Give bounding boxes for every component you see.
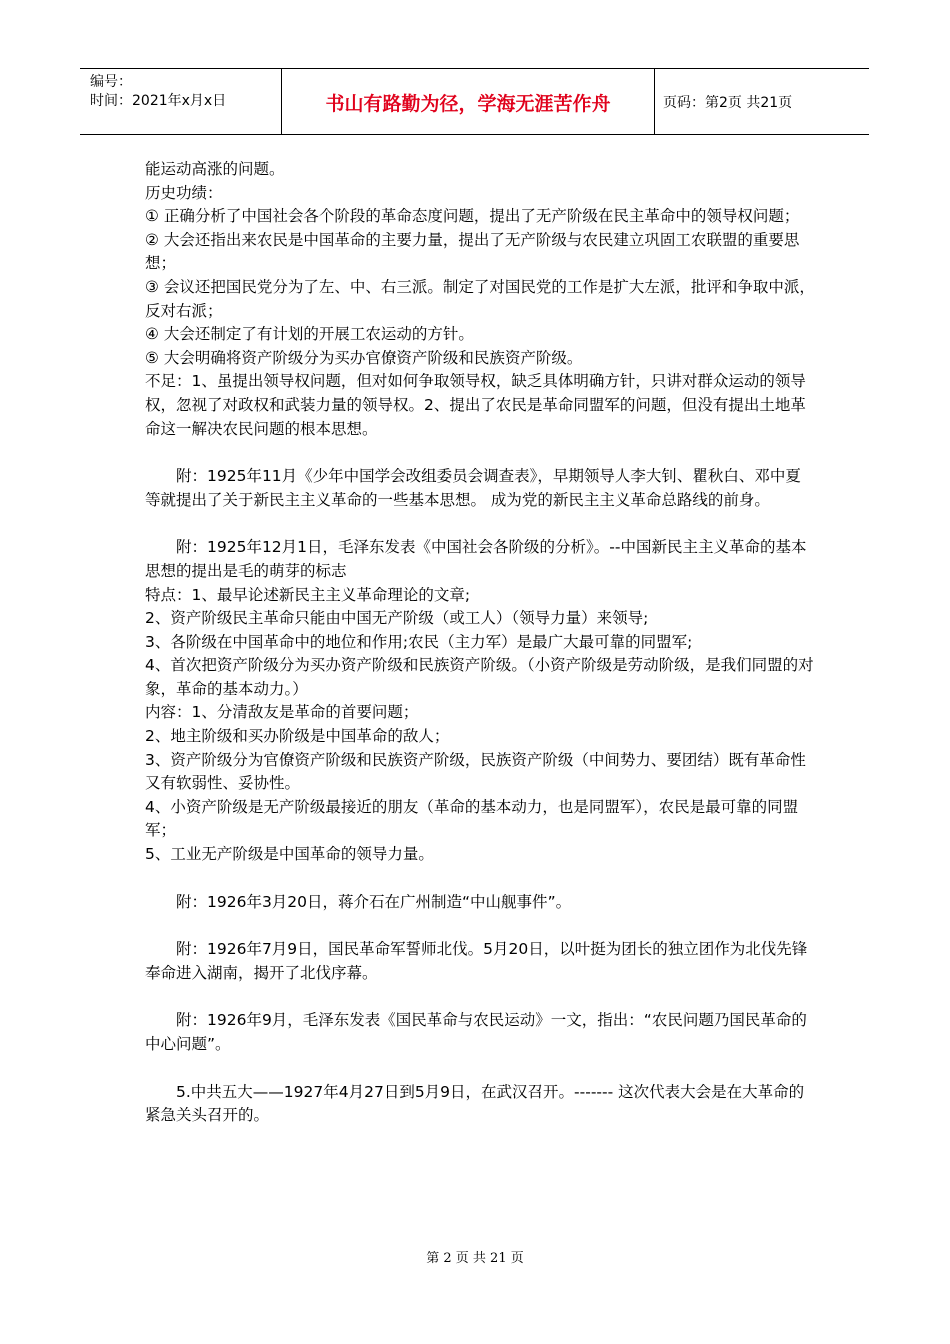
note-paragraph: 附：1925年11月《少年中国学会改组委员会调查表》，早期领导人李大钊、瞿秋白、邓中夏等就提出了关于新民主主义革命的一些基本思想。 成为党的新民主主义革命总路线的前身。 <box>145 467 801 509</box>
list-item: 2、地主阶级和买办阶级是中国革命的敌人； <box>145 727 450 746</box>
note-paragraph: 附：1925年12月1日，毛泽东发表《中国社会各阶级的分析》。--中国新民主主义革命的基本思想的提出是毛的萌芽的标志 <box>145 538 807 580</box>
list-item: 内容：1、分清敌友是革命的首要问题； <box>145 703 419 722</box>
paragraph: 能运动高涨的问题。 <box>145 160 285 178</box>
list-item: ④ 大会还制定了有计划的开展工农运动的方针。 <box>145 325 474 344</box>
paragraph: 历史功绩： <box>145 183 223 202</box>
header-page-number: 页码：第2页 共21页 <box>663 94 793 111</box>
list-item: ① 正确分析了中国社会各个阶段的革命态度问题，提出了无产阶级在民主革命中的领导权问题； <box>145 207 800 226</box>
list-item: 2、资产阶级民主革命只能由中国无产阶级（或工人）（领导力量）来领导; <box>145 609 649 628</box>
note-paragraph: 附：1926年9月，毛泽东发表《国民革命与农民运动》一文，指出：“农民问题乃国民革命的中心问题”。 <box>145 1011 807 1053</box>
document-body <box>145 158 815 1128</box>
list-item: 4、首次把资产阶级分为买办资产阶级和民族资产阶级。（小资产阶级是劳动阶级，是我们同盟的对象，革命的基本动力。） <box>145 656 814 698</box>
list-item: ③ 会议还把国民党分为了左、中、右三派。制定了对国民党的工作是扩大左派，批评和争取中派，反对右派； <box>145 277 815 320</box>
list-item: ⑤ 大会明确将资产阶级分为买办官僚资产阶级和民族资产阶级。 <box>145 348 583 367</box>
header-meta <box>80 69 281 134</box>
note-paragraph: 附：1926年3月20日，蒋介石在广州制造“中山舰事件”。 <box>176 892 572 911</box>
list-item: ② 大会还指出来农民是中国革命的主要力量，提出了无产阶级与农民建立巩固工农联盟的重要思想； <box>145 230 800 273</box>
list-item: 4、小资产阶级是无产阶级最接近的朋友（革命的基本动力，也是同盟军），农民是最可靠的同盟军； <box>145 797 799 840</box>
note-paragraph: 附：1926年7月9日，国民革命军誓师北伐。5月20日，以叶挺为团长的独立团作为北伐先锋奉命进入湖南，揭开了北伐序幕。 <box>145 940 808 982</box>
document-number: 编号： <box>90 74 132 90</box>
document-date: 时间：2021年x月x日 <box>90 93 227 109</box>
section-heading: 5.中共五大——1927年4月27日到5月9日，在武汉召开。------- 这次代表大会是在大革命的紧急关头召开的。 <box>145 1082 805 1125</box>
list-item: 特点：1、最早论述新民主主义革命理论的文章; <box>145 585 471 604</box>
list-item: 5、工业无产阶级是中国革命的领导力量。 <box>145 845 434 864</box>
header-motto: 书山有路勤为径，学海无涯苦作舟 <box>281 69 655 134</box>
list-item: 3、各阶级在中国革命中的地位和作用;农民（主力军）是最广大最可靠的同盟军; <box>145 632 693 651</box>
page-footer: 第 2 页 共 21 页 <box>426 1251 524 1266</box>
document-header <box>80 68 869 135</box>
paragraph: 不足：1、虽提出领导权问题，但对如何争取领导权，缺乏具体明确方针，只讲对群众运动的领导权，忽视了对政权和武装力量的领导权。2、提出了农民是革命同盟军的问题，但没有提出土地革命这一解决农民问题的根本思想。 <box>145 372 806 438</box>
list-item: 3、资产阶级分为官僚资产阶级和民族资产阶级，民族资产阶级（中间势力、要团结）既有革命性又有软弱性、妥协性。 <box>145 750 806 793</box>
